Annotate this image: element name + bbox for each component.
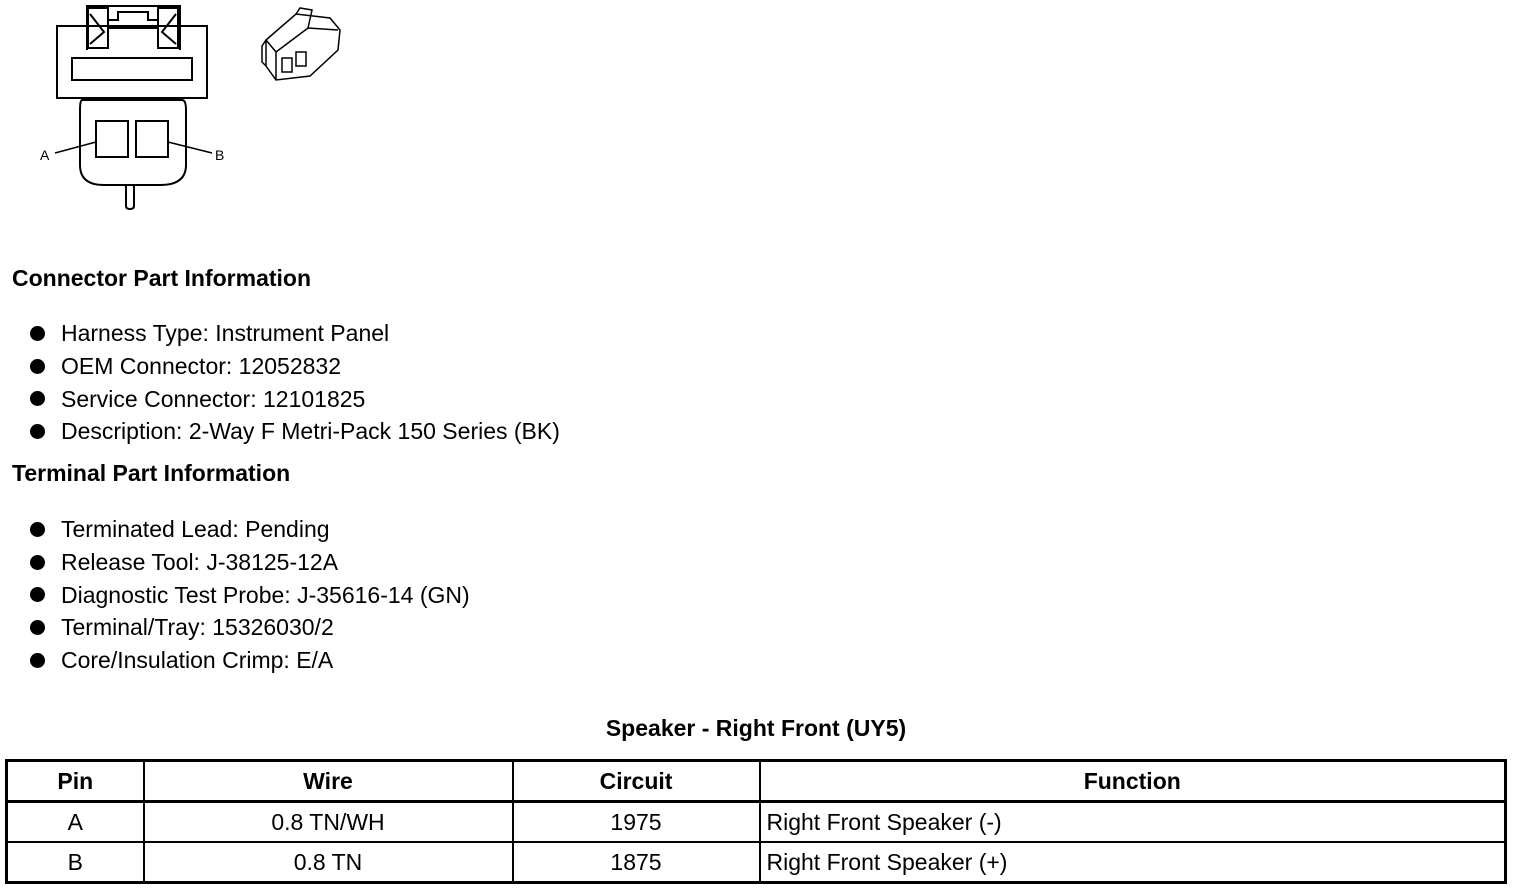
header-wire: Wire <box>144 761 513 802</box>
list-item-text: Terminated Lead: Pending <box>61 516 330 542</box>
cavity-a <box>96 121 128 157</box>
connector-diagram <box>0 0 360 220</box>
table-title: Speaker - Right Front (UY5) <box>605 715 907 741</box>
cavity-b <box>136 121 168 157</box>
list-item-text: Terminal/Tray: 15326030/2 <box>61 614 334 641</box>
list-item <box>30 513 470 546</box>
header-pin: Pin <box>7 761 144 802</box>
cell-pin: A <box>7 802 144 843</box>
list-item-text: Description: 2-Way F Metri-Pack 150 Series (BK) <box>61 418 560 445</box>
list-item-text: Diagnostic Test Probe: J-35616-14 (GN) <box>61 581 470 608</box>
list-item <box>30 415 560 448</box>
pin-label-a: A <box>40 147 50 163</box>
cell-pin: B <box>7 842 144 883</box>
connector-face-outer <box>57 26 207 98</box>
cell-function: Right Front Speaker (+) <box>760 842 1506 883</box>
list-item-text: Core/Insulation Crimp: E/A <box>61 647 334 674</box>
list-item <box>30 546 470 579</box>
bullet-icon <box>30 587 45 602</box>
bullet-icon <box>30 326 45 341</box>
list-item-text: Service Connector: 12101825 <box>61 385 366 412</box>
bullet-icon <box>30 359 45 374</box>
cell-circuit: 1875 <box>513 842 760 883</box>
connector-isometric-view <box>262 8 340 80</box>
table-row <box>7 842 1506 883</box>
list-item-text: Release Tool: J-38125-12A <box>61 548 339 575</box>
list-item <box>30 644 470 677</box>
bullet-icon <box>30 555 45 570</box>
terminal-info-list <box>30 513 470 677</box>
bullet-icon <box>30 424 45 439</box>
list-item-text: OEM Connector: 12052832 <box>61 352 342 379</box>
table-header-row <box>7 761 1506 802</box>
header-function: Function <box>760 761 1506 802</box>
list-item <box>30 579 470 612</box>
cell-circuit: 1975 <box>513 802 760 843</box>
cell-function: Right Front Speaker (-) <box>760 802 1506 843</box>
pin-label-b: B <box>215 147 225 163</box>
cell-wire: 0.8 TN <box>144 842 513 883</box>
bullet-icon <box>30 522 45 537</box>
list-item <box>30 317 560 350</box>
bullet-icon <box>30 653 45 668</box>
header-circuit: Circuit <box>513 761 760 802</box>
list-item <box>30 350 560 383</box>
table-row <box>7 802 1506 843</box>
cell-wire: 0.8 TN/WH <box>144 802 513 843</box>
terminal-info-heading: Terminal Part Information <box>12 460 291 486</box>
list-item <box>30 611 470 644</box>
bullet-icon <box>30 391 45 406</box>
list-item <box>30 383 560 416</box>
list-item-text: Harness Type: Instrument Panel <box>61 320 390 346</box>
pin-table <box>5 759 1507 884</box>
connector-info-heading: Connector Part Information <box>12 265 312 291</box>
connector-info-list <box>30 317 560 448</box>
bullet-icon <box>30 620 45 635</box>
